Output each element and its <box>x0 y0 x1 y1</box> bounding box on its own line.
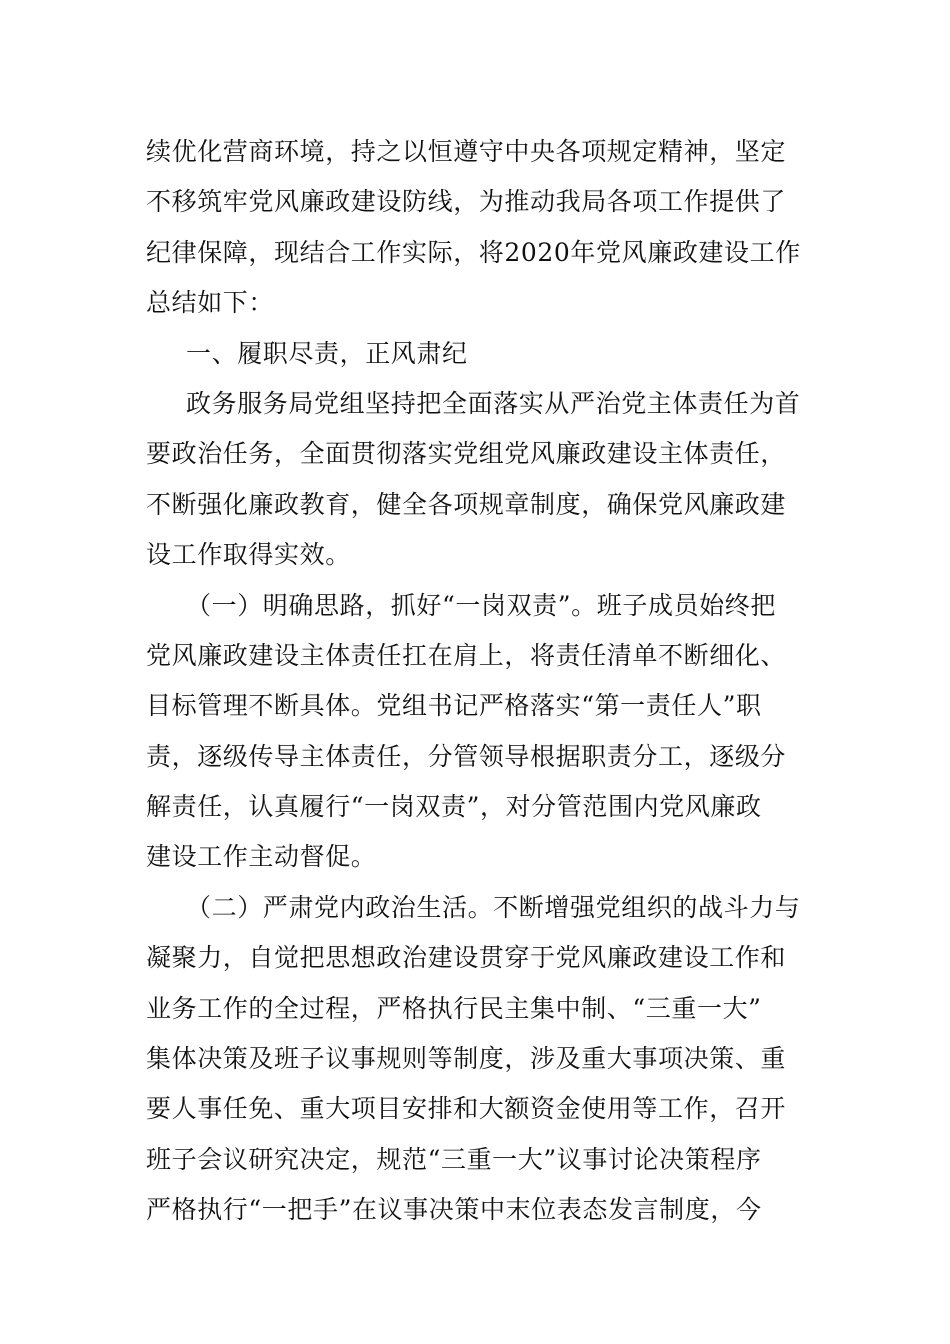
text-line: 要政治任务，全面贯彻落实党组党风廉政建设主体责任， <box>146 439 787 469</box>
text-line: 解责任，认真履行“一岗双责”，对分管范围内党风廉政 <box>146 792 762 822</box>
text-line: 政务服务局党组坚持把全面落实从严治党主体责任为首 <box>186 388 801 418</box>
paragraph-section-body <box>146 379 808 581</box>
paragraph-intro <box>146 127 808 329</box>
text-line: 纪律保障，现结合工作实际，将2020年党风廉政建设工作 <box>146 237 801 267</box>
text-line: 业务工作的全过程，严格执行民主集中制、“三重一大” <box>146 993 762 1023</box>
text-line: 严格执行“一把手”在议事决策中末位表态发言制度，今 <box>146 1195 762 1225</box>
heading-line: 一、履职尽责，正风肃纪 <box>186 338 468 368</box>
text-line: 责，逐级传导主体责任，分管领导根据职责分工，逐级分 <box>146 741 787 771</box>
section-heading <box>146 329 808 379</box>
text-line: 总结如下： <box>146 288 275 318</box>
text-line: 班子会议研究决定，规范“三重一大”议事讨论决策程序 <box>146 1144 762 1174</box>
paragraph-item-2 <box>146 883 808 1236</box>
text-line: 集体决策及班子议事规则等制度，涉及重大事项决策、重 <box>146 1044 787 1074</box>
text-line: 目标管理不断具体。党组书记严格落实“第一责任人”职 <box>146 691 762 721</box>
text-line: 续优化营商环境，持之以恒遵守中央各项规定精神，坚定 <box>146 137 787 166</box>
document-body <box>146 127 808 1236</box>
text-line: 建设工作主动督促。 <box>146 842 377 872</box>
text-line: 不断强化廉政教育，健全各项规章制度，确保党风廉政建 <box>146 489 787 519</box>
text-line: 不移筑牢党风廉政建设防线，为推动我局各项工作提供了 <box>146 187 787 217</box>
text-line: 党风廉政建设主体责任扛在肩上，将责任清单不断细化、 <box>146 640 787 670</box>
text-line: （二）严肃党内政治生活。不断增强党组织的战斗力与 <box>186 892 801 922</box>
text-line: 要人事任免、重大项目安排和大额资金使用等工作，召开 <box>146 1094 787 1124</box>
text-line: （一）明确思路，抓好“一岗双责”。班子成员始终把 <box>186 590 776 620</box>
text-line: 凝聚力，自觉把思想政治建设贯穿于党风廉政建设工作和 <box>146 943 787 973</box>
paragraph-item-1 <box>146 581 808 883</box>
text-line: 设工作取得实效。 <box>146 540 351 570</box>
